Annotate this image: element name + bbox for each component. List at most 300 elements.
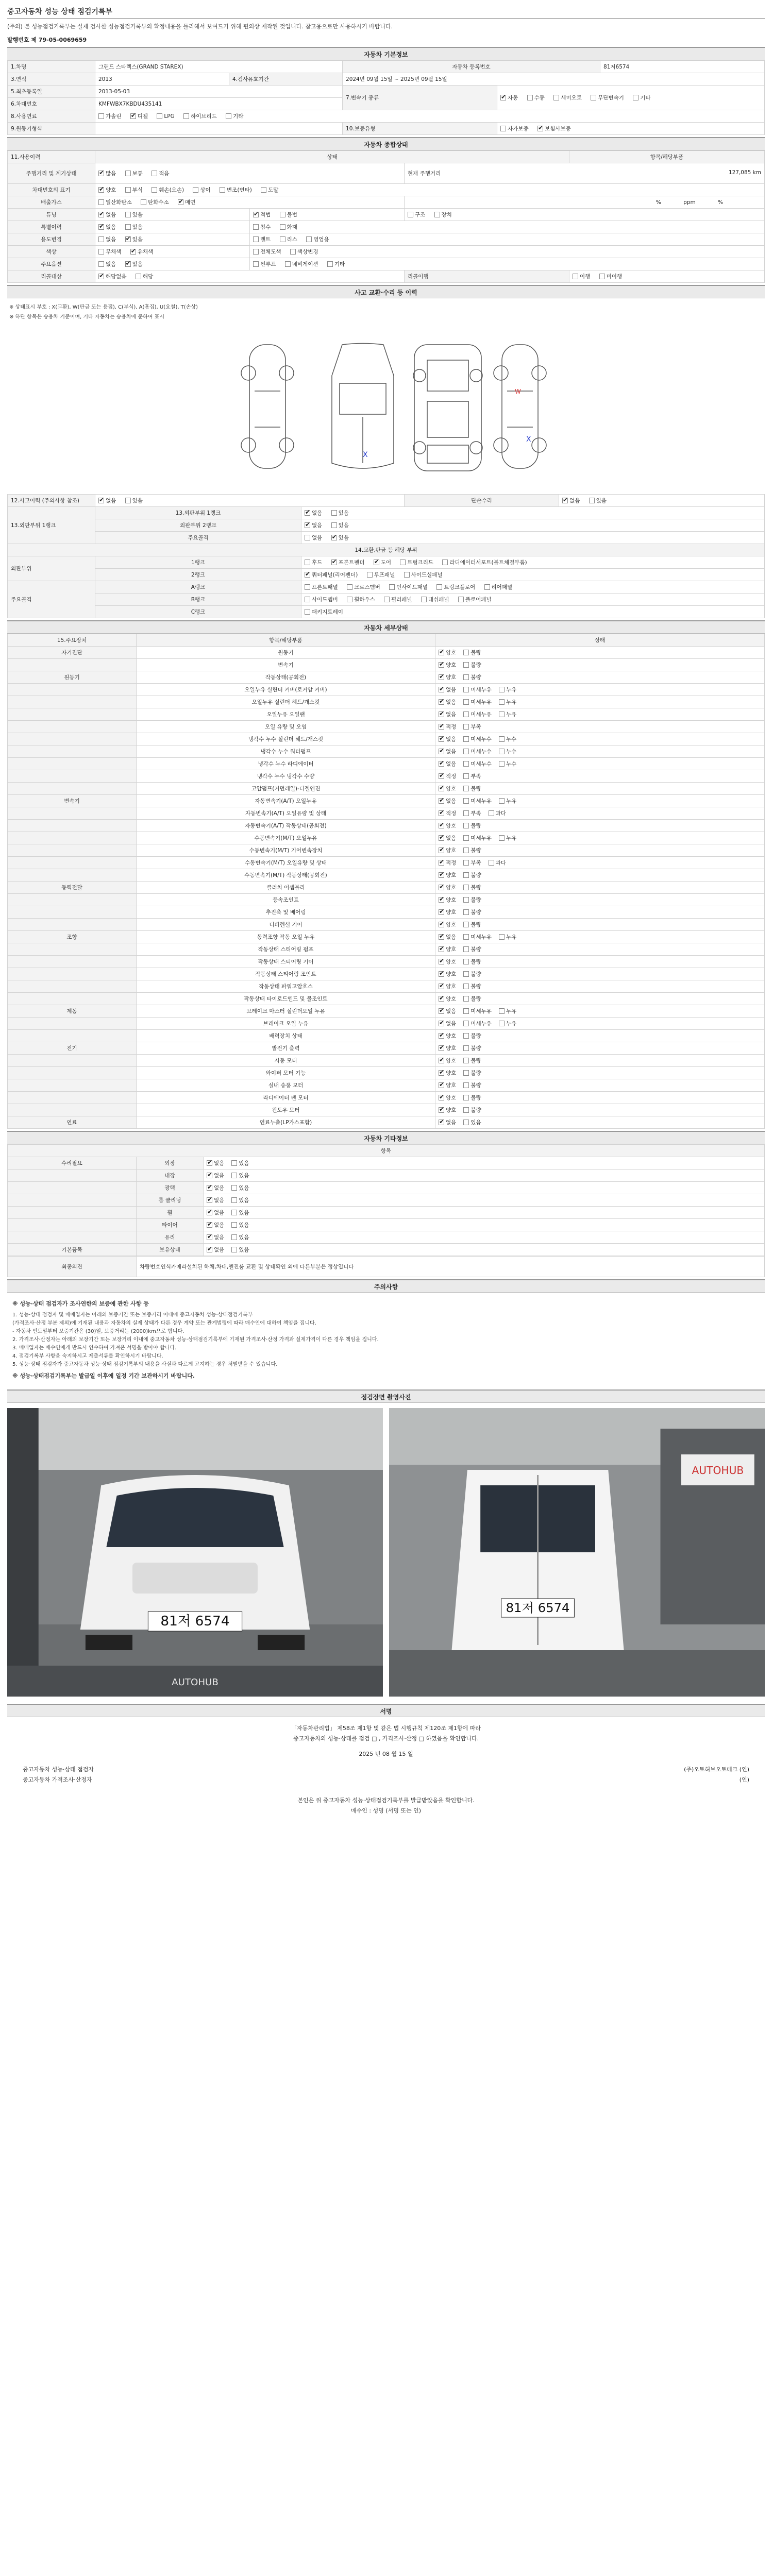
status-opt: 있음	[239, 1234, 249, 1241]
detail-status	[435, 807, 765, 820]
other-row	[8, 1207, 765, 1219]
checkbox	[463, 1021, 469, 1026]
checkbox-checked	[439, 786, 444, 791]
checkbox	[125, 212, 131, 217]
detail-item: 등속조인트	[137, 894, 435, 906]
row-options	[95, 163, 405, 184]
rear-banner-sign: AUTOHUB	[692, 1464, 744, 1477]
detail-status	[435, 943, 765, 956]
row-label: 리콜대상	[8, 270, 95, 283]
price-label: 중고자동차 가격조사·산정자	[23, 1776, 92, 1783]
detail-row	[8, 1079, 765, 1092]
status-opt: 불량	[470, 996, 481, 1002]
checkbox-checked	[98, 187, 104, 193]
status-opt: 불량	[470, 1107, 481, 1113]
detail-row	[8, 721, 765, 733]
opt: 필러패널	[391, 597, 412, 603]
detail-row	[8, 832, 765, 844]
opt: 휠하우스	[354, 597, 375, 603]
detail-row	[8, 1092, 765, 1104]
checkbox-checked	[374, 560, 379, 565]
fuel-opt: LPG	[164, 113, 175, 120]
status-opt: 누유	[506, 687, 517, 693]
checkbox-checked	[305, 510, 310, 516]
row-options	[95, 233, 250, 246]
detail-group: 변속기	[8, 795, 137, 807]
checkbox	[589, 498, 595, 503]
vin-value: KMFWBX7KBDU435141	[95, 98, 343, 110]
status-opt: 없음	[446, 736, 457, 742]
checkbox	[463, 946, 469, 952]
status-opt: 양호	[446, 885, 457, 891]
receive-line: 매수인 : 성명 (서명 또는 인)	[350, 1807, 422, 1814]
detail-row	[8, 943, 765, 956]
checkbox	[463, 699, 469, 705]
engine-type-label: 9.원동기형식	[8, 123, 95, 135]
detail-row	[8, 869, 765, 882]
status-opt: 불량	[470, 650, 481, 656]
opt: 일산화탄소	[106, 199, 132, 206]
status-opt: 없음	[214, 1247, 225, 1253]
checkbox-checked	[439, 798, 444, 804]
detail-row	[8, 894, 765, 906]
detail-status	[435, 708, 765, 721]
opt: 기타	[334, 261, 345, 267]
detail-status	[435, 721, 765, 733]
opt: 양호	[106, 187, 116, 193]
checkbox	[280, 224, 285, 230]
checkbox	[499, 699, 505, 705]
detail-status	[435, 906, 765, 919]
detail-status	[435, 919, 765, 931]
detail-group	[8, 758, 137, 770]
detail-group	[8, 943, 137, 956]
row-options	[95, 196, 405, 209]
status-opt: 양호	[446, 897, 457, 903]
accident-legend	[7, 298, 765, 324]
opt: 있음	[338, 510, 349, 516]
checkbox	[499, 687, 505, 692]
warranty-label: 10.보증유형	[343, 123, 497, 135]
other-item: 휠	[137, 1207, 204, 1219]
detail-status	[435, 647, 765, 659]
detail-row	[8, 1030, 765, 1042]
checkbox	[463, 885, 469, 890]
status-opt: 누유	[506, 711, 517, 718]
detail-row	[8, 1104, 765, 1116]
checkbox	[499, 798, 505, 804]
checkbox-checked	[439, 1033, 444, 1039]
detail-status	[435, 671, 765, 684]
other-row	[8, 1194, 765, 1207]
detail-row	[8, 1116, 765, 1129]
checkbox	[499, 761, 505, 767]
status-opt: 적정	[446, 810, 457, 817]
status-opt: 있음	[239, 1197, 249, 1204]
status-opt: 양호	[446, 971, 457, 977]
checkbox	[231, 1247, 237, 1252]
detail-item: 자동변속기(A/T) 오일유량 및 상태	[137, 807, 435, 820]
other-status	[204, 1182, 765, 1194]
checkbox	[305, 560, 310, 565]
checkbox-checked	[439, 674, 444, 680]
row-options	[301, 594, 765, 606]
opt: 없음	[312, 535, 323, 541]
status-opt: 부족	[470, 773, 481, 779]
other-row	[8, 1157, 765, 1170]
status-opt: 있음	[239, 1210, 249, 1216]
detail-status	[435, 1079, 765, 1092]
row-label: 단순수리	[405, 495, 559, 507]
checkbox	[463, 996, 469, 1002]
detail-status	[435, 696, 765, 708]
section-detail: 자동차 세부상태	[7, 620, 765, 634]
detail-item: 냉각수 누수 워터펌프	[137, 745, 435, 758]
status-opt: 양호	[446, 872, 457, 878]
row-options	[301, 556, 765, 569]
detail-group: 동력전달	[8, 882, 137, 894]
row-label: 색상	[8, 246, 95, 258]
other-group	[8, 1219, 137, 1231]
checkbox	[193, 187, 198, 193]
checkbox-checked	[331, 560, 337, 565]
checkbox	[463, 1045, 469, 1051]
status-opt: 양호	[446, 674, 457, 681]
row-options	[95, 209, 250, 221]
checkbox	[98, 236, 104, 242]
detail-item: 시동 모터	[137, 1055, 435, 1067]
checkbox	[231, 1210, 237, 1215]
checkbox-checked	[439, 909, 444, 915]
checkbox	[499, 934, 505, 940]
row-options	[569, 270, 765, 283]
checkbox	[463, 959, 469, 964]
detail-item: 작동상태 타이로드엔드 및 볼조인트	[137, 993, 435, 1005]
checkbox	[463, 860, 469, 866]
warranty-options	[497, 123, 765, 135]
other-group	[8, 1231, 137, 1244]
status-opt: 미세누유	[470, 835, 492, 841]
detail-item: 작동상태 스티어링 기어	[137, 956, 435, 968]
unit: %	[656, 199, 661, 206]
detail-group	[8, 869, 137, 882]
detail-row	[8, 671, 765, 684]
checkbox-checked	[207, 1210, 212, 1215]
detail-status	[435, 733, 765, 745]
opt: 없음	[569, 498, 580, 504]
status-opt: 없음	[446, 1021, 457, 1027]
status-opt: 미세누유	[470, 687, 492, 693]
status-opt: 불량	[470, 1070, 481, 1076]
detail-row	[8, 968, 765, 980]
detail-row	[8, 795, 765, 807]
row-label: 차대번호의 표기	[8, 184, 95, 196]
detail-group	[8, 684, 137, 696]
detail-item: 수동변속기(M/T) 오일유량 및 상태	[137, 857, 435, 869]
row-options	[95, 495, 405, 507]
status-opt: 없음	[446, 761, 457, 767]
opt: 없음	[106, 261, 116, 267]
detail-item: 오일 유량 및 오염	[137, 721, 435, 733]
status-opt: 불량	[470, 922, 481, 928]
other-group	[8, 1182, 137, 1194]
checkbox	[463, 934, 469, 940]
status-opt: 양호	[446, 946, 457, 953]
checkbox	[463, 872, 469, 878]
opt: 있음	[596, 498, 607, 504]
checkbox	[261, 187, 266, 193]
period-label: 4.검사유효기간	[229, 73, 343, 86]
detail-status	[435, 820, 765, 832]
other-status	[204, 1207, 765, 1219]
other-status	[204, 1231, 765, 1244]
rank-label: 1랭크	[95, 556, 301, 569]
checkbox	[463, 1095, 469, 1100]
detail-group	[8, 745, 137, 758]
detail-item: 발전기 출력	[137, 1042, 435, 1055]
status-opt: 없음	[214, 1222, 225, 1228]
opt: 훼손(오손)	[159, 187, 184, 193]
row-label: 용도변경	[8, 233, 95, 246]
status-opt: 누유	[506, 1008, 517, 1014]
detail-status	[435, 844, 765, 857]
year-value: 2013	[95, 73, 229, 86]
reg-no-value: 81저6574	[600, 61, 765, 73]
detail-row	[8, 659, 765, 671]
trans-opt: 자동	[508, 95, 518, 101]
opt: 있음	[132, 498, 143, 504]
detail-group: 조향	[8, 931, 137, 943]
status-opt: 누수	[506, 749, 517, 755]
checkbox-checked	[439, 971, 444, 977]
checkbox	[463, 798, 469, 804]
detail-status	[435, 869, 765, 882]
price-value: (인)	[739, 1776, 749, 1783]
checkbox	[231, 1234, 237, 1240]
rank-label: A랭크	[95, 581, 301, 594]
other-status	[204, 1244, 765, 1256]
car-outline-diagram	[7, 324, 765, 494]
status-opt: 있음	[239, 1185, 249, 1191]
checkbox-checked	[439, 724, 444, 730]
detail-item: 실내 송풍 모터	[137, 1079, 435, 1092]
other-item: 내장	[137, 1170, 204, 1182]
row-options	[301, 606, 765, 618]
caution-box	[7, 1293, 765, 1387]
notice-text: (주의) 본 성능점검기록부는 실제 검사한 성능점검기록부의 확정내용을 틀리해서 보여드기 위해 편의상 재작된 것입니다. 참고용으로만 사용하시기 바랍니다.	[7, 23, 393, 30]
status-opt: 양호	[446, 996, 457, 1002]
checkbox-checked	[439, 687, 444, 692]
checkbox-checked	[98, 212, 104, 217]
detail-item: 냉각수 누수 냉각수 수량	[137, 770, 435, 783]
warranty-opt: 보험사보증	[544, 126, 571, 132]
status-opt: 불량	[470, 872, 481, 878]
detail-item: 브레이크 마스터 실린더오일 누유	[137, 1005, 435, 1018]
detail-status	[435, 1042, 765, 1055]
detail-status	[435, 1092, 765, 1104]
detail-item: 윈도우 모터	[137, 1104, 435, 1116]
general-status-table	[7, 150, 765, 283]
detail-group	[8, 820, 137, 832]
opt: 렌트	[260, 236, 271, 243]
checkbox	[633, 95, 638, 100]
opt: 탄화수소	[148, 199, 169, 206]
frame-label: 주요골격	[8, 581, 95, 618]
status-opt: 없음	[446, 749, 457, 755]
opt: 색상변경	[297, 249, 318, 255]
fuel-opt: 디젤	[137, 113, 148, 120]
detail-item: 오일누유 오일팬	[137, 708, 435, 721]
opt: 보통	[132, 171, 143, 177]
status-opt: 누유	[506, 934, 517, 940]
checkbox-checked	[439, 749, 444, 754]
opinion-label: 최종의견	[8, 1257, 137, 1277]
status-opt: 양호	[446, 650, 457, 656]
detail-row	[8, 1067, 765, 1079]
sign-line: 「자동차관리법」 제58조 제1항 및 같은 법 시행규칙 제120조 제1항에 따라	[291, 1725, 481, 1732]
status-opt: 누유	[506, 798, 517, 804]
checkbox-checked	[207, 1173, 212, 1178]
checkbox	[463, 1058, 469, 1063]
opt: 많음	[106, 171, 116, 177]
detail-item: 원동기	[137, 647, 435, 659]
opt: 프론트패널	[312, 584, 338, 590]
checkbox	[220, 187, 225, 193]
status-opt: 불량	[470, 1033, 481, 1039]
checkbox-checked	[439, 934, 444, 940]
opt: 무채색	[106, 249, 122, 255]
trans-options	[497, 86, 765, 110]
checkbox-checked	[130, 113, 136, 119]
mark-x: X	[526, 435, 531, 444]
opt: 라디에이터서포트(볼트체결부품)	[449, 560, 527, 566]
opt: 없음	[106, 224, 116, 230]
other-group	[8, 1194, 137, 1207]
checkbox	[290, 249, 296, 255]
row-options	[301, 569, 765, 581]
opt: 대쉬패널	[428, 597, 449, 603]
checkbox-checked	[439, 650, 444, 655]
status-opt: 양호	[446, 1033, 457, 1039]
section-caution: 주의사항	[7, 1279, 765, 1293]
opt: 해당없음	[106, 274, 127, 280]
detail-row	[8, 844, 765, 857]
detail-group	[8, 894, 137, 906]
document-number	[7, 36, 765, 44]
status-opt: 양호	[446, 662, 457, 668]
checkbox	[280, 212, 285, 217]
detail-row	[8, 993, 765, 1005]
detail-item: 작동상태(공회전)	[137, 671, 435, 684]
caution-line: 3. 매매업자는 매수인에게 반드시 인수하여 가져온 서명을 받아야 합니다.	[12, 1345, 177, 1351]
caution-line: - 자동차 인도일부터 보증기간은 (30)일, 보증거리는 (2000)km으로 합니다.	[12, 1329, 184, 1334]
other-item: 보유상태	[137, 1244, 204, 1256]
opt: 있음	[132, 261, 143, 267]
year-label: 3.연식	[8, 73, 95, 86]
checkbox	[98, 249, 104, 255]
checkbox	[499, 711, 505, 717]
opt: 적음	[159, 171, 170, 177]
checkbox	[463, 984, 469, 989]
caution-line: 4. 점검기록부 사항을 숙지하시고 제출서류를 확인하시기 바랍니다.	[12, 1353, 163, 1359]
other-status	[204, 1194, 765, 1207]
other-table	[7, 1144, 765, 1256]
checkbox-checked	[331, 535, 337, 540]
status-opt: 불량	[470, 885, 481, 891]
opt: 인사이드패널	[396, 584, 428, 590]
other-status	[204, 1219, 765, 1231]
doc-no-label: 발행번호 제	[7, 37, 37, 43]
detail-group: 자기진단	[8, 647, 137, 659]
checkbox	[183, 113, 189, 119]
opt: 없음	[312, 510, 323, 516]
checkbox	[463, 1008, 469, 1014]
detail-row	[8, 931, 765, 943]
car-diagram	[7, 324, 765, 494]
detail-group	[8, 733, 137, 745]
mark-w: W	[515, 388, 521, 395]
other-group: 수리필요	[8, 1157, 137, 1170]
checkbox-checked	[439, 835, 444, 841]
detail-status	[435, 783, 765, 795]
opt: 루프패널	[374, 572, 395, 578]
detail-status	[435, 968, 765, 980]
row-options	[95, 258, 250, 270]
period-value: 2024년 09월 15일 ~ 2025년 09월 15일	[343, 73, 765, 86]
checkbox-checked	[500, 95, 506, 100]
checkbox	[125, 187, 131, 193]
detail-status	[435, 758, 765, 770]
checkbox	[152, 171, 157, 176]
caution-foot: ※ 성능·상태점검기록부는 발급일 이후에 일정 기간 보관하시기 바랍니다.	[12, 1372, 195, 1379]
opt: 사이드멤버	[312, 597, 338, 603]
checkbox-checked	[439, 773, 444, 779]
other-item: 타이어	[137, 1219, 204, 1231]
opt: 프론트펜더	[338, 560, 365, 566]
checkbox-checked	[439, 885, 444, 890]
detail-item: 작동상태 스티어링 펌프	[137, 943, 435, 956]
checkbox	[231, 1173, 237, 1178]
front-van-illustration	[7, 1408, 383, 1697]
caution-line: 1. 성능·상태 점검자 및 매매업자는 아래의 보증기간 또는 보증거리 이내에 중고자동차 성능·상태점검기록부	[12, 1312, 253, 1318]
status-opt: 없음	[446, 711, 457, 718]
checkbox	[434, 212, 440, 217]
checkbox	[347, 584, 352, 590]
detail-group	[8, 1018, 137, 1030]
status-opt: 양호	[446, 1095, 457, 1101]
checkbox	[125, 498, 131, 503]
detail-status	[435, 993, 765, 1005]
checkbox	[306, 236, 312, 242]
rank-label: 2랭크	[95, 569, 301, 581]
checkbox	[231, 1197, 237, 1203]
checkbox	[499, 835, 505, 841]
detail-group	[8, 1092, 137, 1104]
opt: 있음	[132, 212, 143, 218]
fuel-opt: 가솔린	[106, 113, 122, 120]
checkbox-checked	[439, 761, 444, 767]
checker-row	[7, 1765, 765, 1775]
detail-item: 고압펌프(커먼레일)-디젤엔진	[137, 783, 435, 795]
checkbox-checked	[439, 711, 444, 717]
checkbox	[253, 236, 259, 242]
opt: 변조(변타)	[227, 187, 252, 193]
checkbox	[367, 572, 373, 578]
detail-row	[8, 919, 765, 931]
checkbox-checked	[439, 1107, 444, 1113]
status-opt: 없음	[214, 1197, 225, 1204]
status-opt: 부족	[470, 810, 481, 817]
